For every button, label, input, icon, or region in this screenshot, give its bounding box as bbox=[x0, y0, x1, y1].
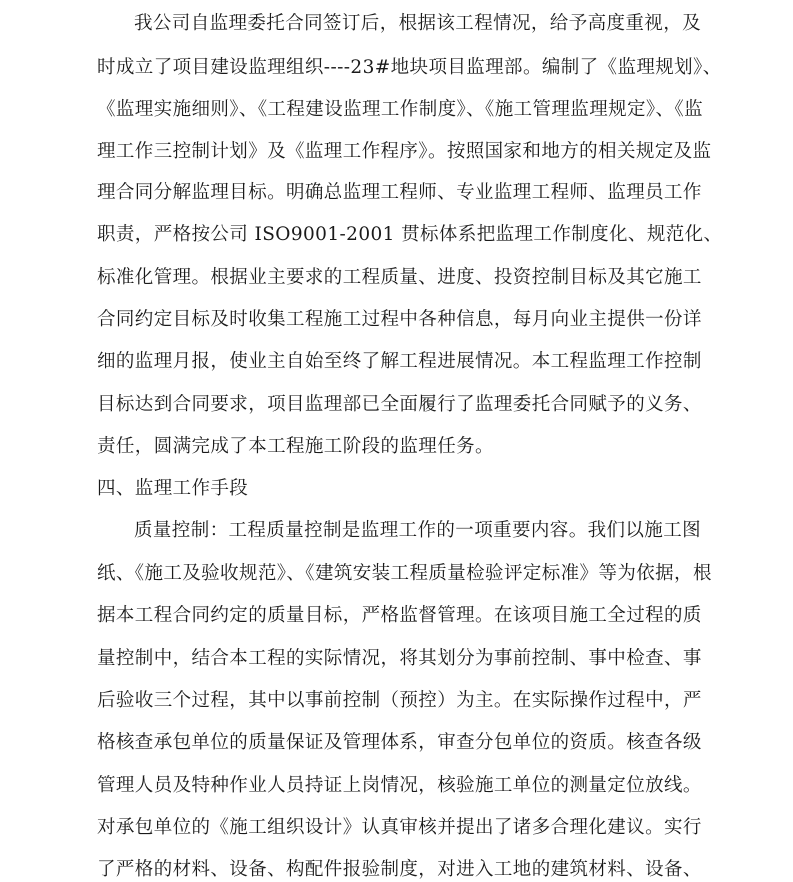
paragraph-line: 质量控制：工程质量控制是监理工作的一项重要内容。我们以施工图 bbox=[134, 520, 702, 541]
paragraph-line: 时成立了项目建设监理组织----23#地块项目监理部。编制了《监理规划》、 bbox=[97, 57, 722, 78]
section-heading: 四、监理工作手段 bbox=[97, 478, 249, 499]
paragraph-line: 我公司自监理委托合同签订后，根据该工程情况，给予高度重视，及 bbox=[134, 13, 702, 34]
paragraph-line: 职责，严格按公司 ISO9001-2001 贯标体系把监理工作制度化、规范化、 bbox=[97, 224, 723, 245]
paragraph-line: 据本工程合同约定的质量目标，严格监督管理。在该项目施工全过程的质 bbox=[97, 605, 702, 626]
paragraph-line: 纸、《施工及验收规范》、《建筑安装工程质量检验评定标准》等为依据，根 bbox=[97, 563, 712, 584]
paragraph-line: 对承包单位的《施工组织设计》认真审核并提出了诸多合理化建议。实行 bbox=[97, 817, 702, 838]
paragraph-line: 细的监理月报，使业主自始至终了解工程进展情况。本工程监理工作控制 bbox=[97, 351, 702, 372]
paragraph-line: 责任，圆满完成了本工程施工阶段的监理任务。 bbox=[97, 436, 494, 457]
paragraph-line: 理工作三控制计划》及《监理工作程序》。按照国家和地方的相关规定及监 bbox=[97, 141, 712, 162]
paragraph-line: 目标达到合同要求，项目监理部已全面履行了监理委托合同赋予的义务、 bbox=[97, 394, 702, 415]
paragraph-line: 理合同分解监理目标。明确总监理工程师、专业监理工程师、监理员工作 bbox=[97, 182, 702, 203]
paragraph-line: 量控制中，结合本工程的实际情况，将其划分为事前控制、事中检查、事 bbox=[97, 648, 702, 669]
paragraph-line: 合同约定目标及时收集工程施工过程中各种信息，每月向业主提供一份详 bbox=[97, 309, 702, 330]
paragraph-line: 格核查承包单位的质量保证及管理体系，审查分包单位的资质。核查各级 bbox=[97, 732, 702, 753]
paragraph-line: 标准化管理。根据业主要求的工程质量、进度、投资控制目标及其它施工 bbox=[97, 267, 702, 288]
paragraph-line: 管理人员及特种作业人员持证上岗情况，核验施工单位的测量定位放线。 bbox=[97, 775, 702, 796]
paragraph-line: 了严格的材料、设备、构配件报验制度，对进入工地的建筑材料、设备、 bbox=[97, 859, 702, 880]
paragraph-line: 《监理实施细则》、《工程建设监理工作制度》、《施工管理监理规定》、《监 bbox=[97, 99, 704, 120]
paragraph-line: 后验收三个过程，其中以事前控制（预控）为主。在实际操作过程中，严 bbox=[97, 690, 702, 711]
